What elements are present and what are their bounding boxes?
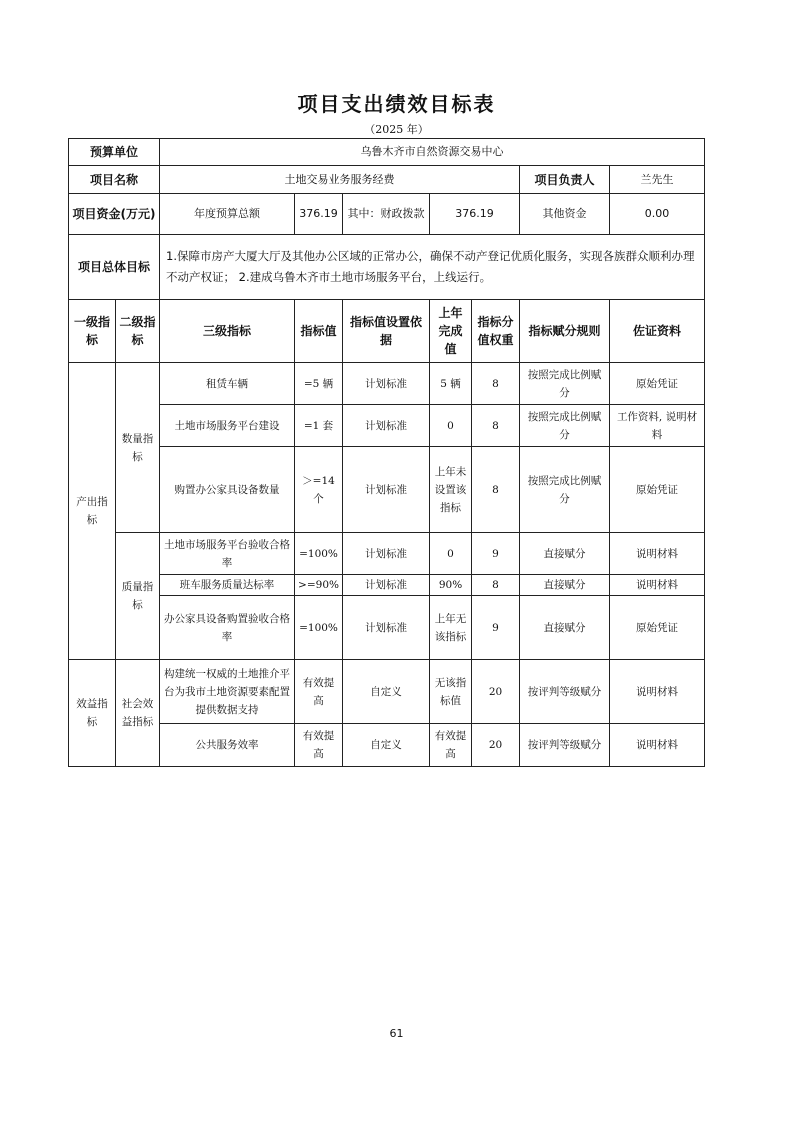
level1-output: 产出指标: [69, 363, 116, 660]
indicator-name: 构建统一权威的土地推介平台为我市土地资源要素配置提供数据支持: [160, 660, 295, 724]
indicator-name: 土地市场服务平台建设: [160, 405, 295, 447]
indicator-value: ＞=14 个: [295, 447, 343, 533]
indicator-basis: 计划标准: [343, 575, 430, 596]
level2-quantity: 数量指标: [116, 363, 160, 533]
indicator-evidence: 原始凭证: [610, 596, 705, 660]
project-leader-label: 项目负责人: [520, 166, 610, 194]
indicator-last-year: 上年无该指标: [430, 596, 472, 660]
header-level1: 一级指标: [69, 300, 116, 363]
indicator-value: =5 辆: [295, 363, 343, 405]
annual-budget-total-label: 年度预算总额: [160, 194, 295, 235]
indicator-basis: 计划标准: [343, 363, 430, 405]
indicator-evidence: 说明材料: [610, 575, 705, 596]
budget-unit-row: [69, 139, 705, 166]
indicator-last-year: 90%: [430, 575, 472, 596]
indicator-value: =100%: [295, 533, 343, 575]
year-label: （2025 年）: [364, 123, 429, 136]
project-funds-label: 项目资金(万元): [69, 194, 160, 235]
indicator-evidence: 说明材料: [610, 660, 705, 724]
header-value-basis: 指标值设置依据: [343, 300, 430, 363]
indicator-last-year: 有效提高: [430, 724, 472, 767]
budget-unit-label: 预算单位: [69, 139, 160, 166]
indicator-value: >=90%: [295, 575, 343, 596]
table-row: [69, 447, 705, 533]
header-scoring-rule: 指标赋分规则: [520, 300, 610, 363]
indicator-weight: 8: [472, 447, 520, 533]
indicator-rule: 按照完成比例赋分: [520, 363, 610, 405]
project-name-label: 项目名称: [69, 166, 160, 194]
indicator-evidence: 原始凭证: [610, 363, 705, 405]
indicator-last-year: 上年未设置该指标: [430, 447, 472, 533]
indicator-rule: 直接赋分: [520, 533, 610, 575]
indicator-basis: 计划标准: [343, 596, 430, 660]
level2-quality: 质量指标: [116, 533, 160, 660]
indicator-name: 购置办公家具设备数量: [160, 447, 295, 533]
indicator-evidence: 说明材料: [610, 724, 705, 767]
indicator-rule: 直接赋分: [520, 575, 610, 596]
project-funds-row: [69, 194, 705, 235]
header-level3: 三级指标: [160, 300, 295, 363]
indicator-weight: 9: [472, 533, 520, 575]
project-name-value: 土地交易业务服务经费: [160, 166, 520, 194]
indicator-evidence: 工作资料, 说明材料: [610, 405, 705, 447]
table-row: [69, 575, 705, 596]
indicator-name: 公共服务效率: [160, 724, 295, 767]
indicator-basis: 自定义: [343, 660, 430, 724]
overall-goal-row: [69, 235, 705, 300]
header-row: [69, 300, 705, 363]
indicator-evidence: 原始凭证: [610, 447, 705, 533]
indicator-name: 办公家具设备购置验收合格率: [160, 596, 295, 660]
indicator-basis: 计划标准: [343, 447, 430, 533]
level2-social-benefit: 社会效益指标: [116, 660, 160, 767]
indicator-value: 有效提高: [295, 660, 343, 724]
indicator-basis: 计划标准: [343, 533, 430, 575]
annual-budget-total-value: 376.19: [295, 194, 343, 235]
indicator-name: 土地市场服务平台验收合格率: [160, 533, 295, 575]
table-row: [69, 724, 705, 767]
indicator-weight: 9: [472, 596, 520, 660]
indicator-weight: 20: [472, 660, 520, 724]
indicator-rule: 按照完成比例赋分: [520, 405, 610, 447]
fiscal-allocation-value: 376.19: [430, 194, 520, 235]
indicator-weight: 8: [472, 575, 520, 596]
indicator-last-year: 无该指标值: [430, 660, 472, 724]
level1-benefit: 效益指标: [69, 660, 116, 767]
indicator-weight: 8: [472, 363, 520, 405]
project-leader-value: 兰先生: [610, 166, 705, 194]
indicator-rule: 按评判等级赋分: [520, 724, 610, 767]
table-row: [69, 363, 705, 405]
indicator-basis: 自定义: [343, 724, 430, 767]
table-row: [69, 660, 705, 724]
indicator-value: =1 套: [295, 405, 343, 447]
indicator-rule: 按照完成比例赋分: [520, 447, 610, 533]
table-row: [69, 405, 705, 447]
indicator-name: 班车服务质量达标率: [160, 575, 295, 596]
indicator-weight: 20: [472, 724, 520, 767]
table-row: [69, 596, 705, 660]
header-evidence: 佐证资料: [610, 300, 705, 363]
indicator-last-year: 0: [430, 405, 472, 447]
header-indicator-value: 指标值: [295, 300, 343, 363]
other-funds-value: 0.00: [610, 194, 705, 235]
project-name-row: [69, 166, 705, 194]
overall-goal-text: 1.保障市房产大厦大厅及其他办公区域的正常办公，确保不动产登记优质化服务，实现各族群众顺利办理不动产权证； 2.建成乌鲁木齐市土地市场服务平台，上线运行。: [160, 235, 705, 300]
header-level2: 二级指标: [116, 300, 160, 363]
indicator-rule: 按评判等级赋分: [520, 660, 610, 724]
indicator-last-year: 5 辆: [430, 363, 472, 405]
other-funds-label: 其他资金: [520, 194, 610, 235]
fiscal-allocation-label: 其中：财政拨款: [343, 194, 430, 235]
table-row: [69, 533, 705, 575]
indicator-last-year: 0: [430, 533, 472, 575]
indicator-value: 有效提高: [295, 724, 343, 767]
indicator-basis: 计划标准: [343, 405, 430, 447]
indicator-value: =100%: [295, 596, 343, 660]
indicator-evidence: 说明材料: [610, 533, 705, 575]
page-title: 项目支出绩效目标表: [297, 92, 496, 116]
budget-unit-value: 乌鲁木齐市自然资源交易中心: [160, 139, 705, 166]
page-number: 61: [389, 1027, 404, 1040]
header-weight: 指标分值权重: [472, 300, 520, 363]
header-last-year-value: 上年完成值: [430, 300, 472, 363]
indicator-name: 租赁车辆: [160, 363, 295, 405]
overall-goal-label: 项目总体目标: [69, 235, 160, 300]
indicator-rule: 直接赋分: [520, 596, 610, 660]
performance-target-table: [68, 138, 705, 767]
indicator-weight: 8: [472, 405, 520, 447]
